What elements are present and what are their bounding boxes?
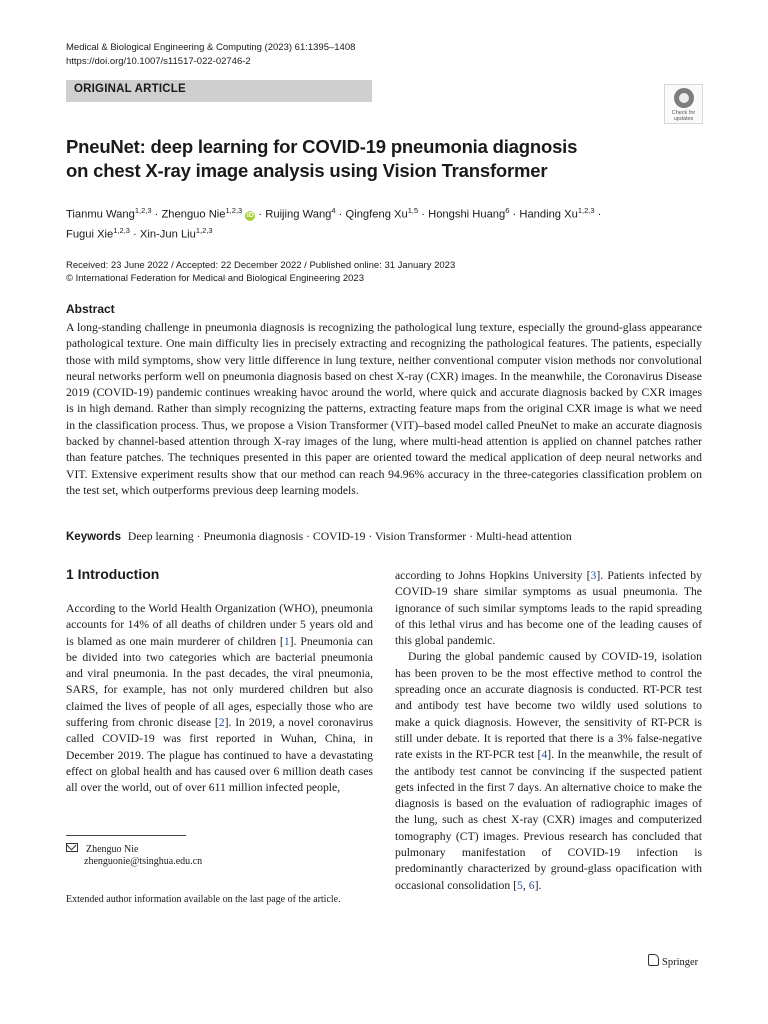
copyright-line: © International Federation for Medical and Biological Engineering 2023	[66, 273, 364, 284]
check-for-updates-badge[interactable]	[664, 84, 703, 124]
dates-line: Received: 23 June 2022 / Accepted: 22 December 2022 / Published online: 31 January 2023	[66, 260, 456, 271]
abstract-heading: Abstract	[66, 302, 115, 316]
paragraph-text: ]. Patients infected by COVID-19 share similar symptoms as usual pneumonia. The ignorance of such similar symptoms leads to the rapid spreading of this lethal virus and has become one of the leading causes of this global pandemic.	[395, 569, 702, 648]
author-list: Tianmu Wang$^{1,2,3}$ · Zhenguo Nie$^{1,2,3}$ iD · Ruijing Wang$^4$ · Qingfeng Xu$^{1,5}$ · Hongshi Huang$^6$ · Handing Xu$^{1,2,3}$ · Fugui Xie$^{1,2,3}$ · Xin-Jun Liu$^{1,2,3}$	[66, 206, 602, 241]
title-line-2: on chest X-ray image analysis using Vision Transformer	[66, 160, 548, 181]
paragraph-text: ].	[534, 878, 542, 892]
left-column	[66, 601, 373, 797]
citation-link[interactable]: 1	[283, 634, 290, 648]
right-column	[395, 568, 702, 894]
paragraph-text: ]. In 2019, a novel coronavirus called COVID-19 was first reported in Wuhan, China, in December 2019. The plague has continued to have a devastating effect on global health and has caused over 6 million death cases all over the world, out of over 611 million infected people,	[66, 716, 373, 795]
paragraph	[395, 568, 702, 649]
author-name[interactable]: Handing Xu	[519, 208, 578, 221]
journal-line: Medical & Biological Engineering & Computing (2023) 61:1395–1408	[66, 42, 356, 53]
check-updates-icon	[674, 88, 694, 108]
envelope-icon	[66, 843, 78, 852]
author-affiliation: 1,2,3	[113, 226, 130, 236]
paragraph-text: ,	[522, 878, 529, 892]
doi-link[interactable]: https://doi.org/10.1007/s11517-022-02746-2	[66, 56, 251, 67]
author-name[interactable]: Ruijing Wang	[265, 208, 332, 221]
article-type-banner	[66, 80, 372, 102]
keywords	[66, 530, 706, 543]
author-affiliation: 1,2,3	[134, 206, 152, 215]
keywords-list: Deep learning · Pneumonia diagnosis · COVID-19 · Vision Transformer · Multi-head attention	[127, 530, 572, 543]
author-affiliation: 1,2,3	[577, 206, 595, 215]
publication-dates	[66, 259, 455, 285]
corresponding-email[interactable]: zhenguonie@tsinghua.edu.cn	[84, 856, 203, 867]
author-affiliation: 1,2,3	[225, 206, 243, 215]
publisher-logo	[648, 954, 698, 968]
springer-horse-icon	[648, 954, 659, 966]
citation-link[interactable]: 4	[541, 748, 548, 762]
paragraph-text: ]. Pneumonia can be divided into two categories which are bacterial pneumonia and viral pneumonia. In the past decades, the viral pneumonia, SARS, for example, has not only murdered children but also claimed the lives of people of all ages, especially those who are suffering from chronic disease [	[66, 634, 373, 730]
section-heading-introduction: 1 Introduction	[66, 566, 160, 582]
keywords-label: Keywords	[66, 531, 121, 543]
citation-link[interactable]: 2	[218, 716, 225, 730]
extended-author-info: Extended author information available on the last page of the article.	[66, 894, 341, 905]
author-affiliation: 6	[505, 206, 510, 215]
paragraph	[395, 649, 702, 893]
check-updates-label: Check for updates	[671, 110, 696, 122]
journal-citation	[66, 41, 355, 69]
orcid-icon[interactable]: iD	[246, 211, 254, 219]
citation-link[interactable]: 3	[590, 569, 597, 582]
paragraph-text: ]. In the meanwhile, the result of the antibody test cannot be convincing if the suspected patient gets infected in the first 7 days. An alternative choice to make the diagnosis is based on the evaluation of radiographic images of the lung, such as chest X-ray (CXR) images and computerized tomography (CT) images. Previous research has concluded that pulmonary manifestation of COVID-19 infection is predominantly characterized by ground-glass opacification with occasional consolidation [	[395, 748, 702, 892]
corresponding-author	[66, 843, 139, 857]
author-affiliation: 4	[331, 206, 336, 215]
author-name[interactable]: Xin-Jun Liu	[139, 228, 196, 241]
paragraph	[66, 601, 373, 797]
article-type-label: ORIGINAL ARTICLE	[74, 83, 186, 95]
paragraph-text: According to the World Health Organization (WHO), pneumonia accounts for 14% of all deaths of children under 5 years old and is blamed as one main murderer of children [	[66, 602, 373, 648]
publisher-name: Springer	[662, 957, 699, 968]
title-line-1: PneuNet: deep learning for COVID-19 pneumonia diagnosis	[66, 136, 578, 157]
article-title	[66, 135, 626, 183]
author-name[interactable]: Hongshi Huang	[428, 208, 506, 221]
author-name[interactable]: Qingfeng Xu	[345, 208, 408, 221]
author-name[interactable]: Tianmu Wang	[66, 208, 135, 221]
corresponding-author-name: Zhenguo Nie	[86, 844, 139, 855]
author-affiliation: 1,2,3	[195, 226, 213, 236]
author-name[interactable]: Zhenguo Nie	[161, 208, 226, 221]
abstract-text: A long-standing challenge in pneumonia diagnosis is recognizing the pathological lung texture, especially the ground-glass appearance pathological texture. One main difficulty lies in precisely extracting and recognizing the pathological features. The patients, especially those with mild symptoms, show very little difference in lung texture, neither conventional computer vision methods nor convolutional neural networks perform well on pneumonia diagnosis based on chest X-ray (CXR) images. In the meanwhile, the Coronavirus Disease 2019 (COVID-19) pandemic continues wreaking havoc around the world, where quick and accurate diagnosis backed by CXR images is in high demand. Rather than simply recognizing the patterns, extracting feature maps from the original CXR image is what we need in the classification process. Thus, we propose a Vision Transformer (VIT)–based model called PneuNet to make an accurate diagnosis backed by channel-based attention through X-ray images of the lung, where multi-head attention is applied on channel patches rather than feature patches. The techniques presented in this paper are oriented toward the medical application of deep neural networks and VIT. Extensive experiment results show that our method can reach 94.96% accuracy in the three-categories classification problem on the test set, which outperforms previous deep learning models.	[66, 321, 702, 497]
paragraph-text: according to Johns Hopkins University [	[395, 569, 591, 582]
paragraph-text: During the global pandemic caused by COVID-19, isolation has been proven to be the most effective method to control the spreading once an accurate diagnosis is conducted. RT-PCR test and antibody test have become two wildly used solutions to make a quick diagnosis. However, the sensitivity of RT-PCR is still under debate. It is reported that there is a 3% false-negative rate exists in the RT-PCR test [	[395, 650, 702, 762]
citation-link[interactable]: 5	[517, 878, 523, 892]
author-affiliation: 1,5	[407, 206, 419, 215]
author-name[interactable]: Fugui Xie	[66, 228, 114, 241]
footnote-divider	[66, 835, 186, 836]
citation-link[interactable]: 6	[528, 878, 535, 892]
